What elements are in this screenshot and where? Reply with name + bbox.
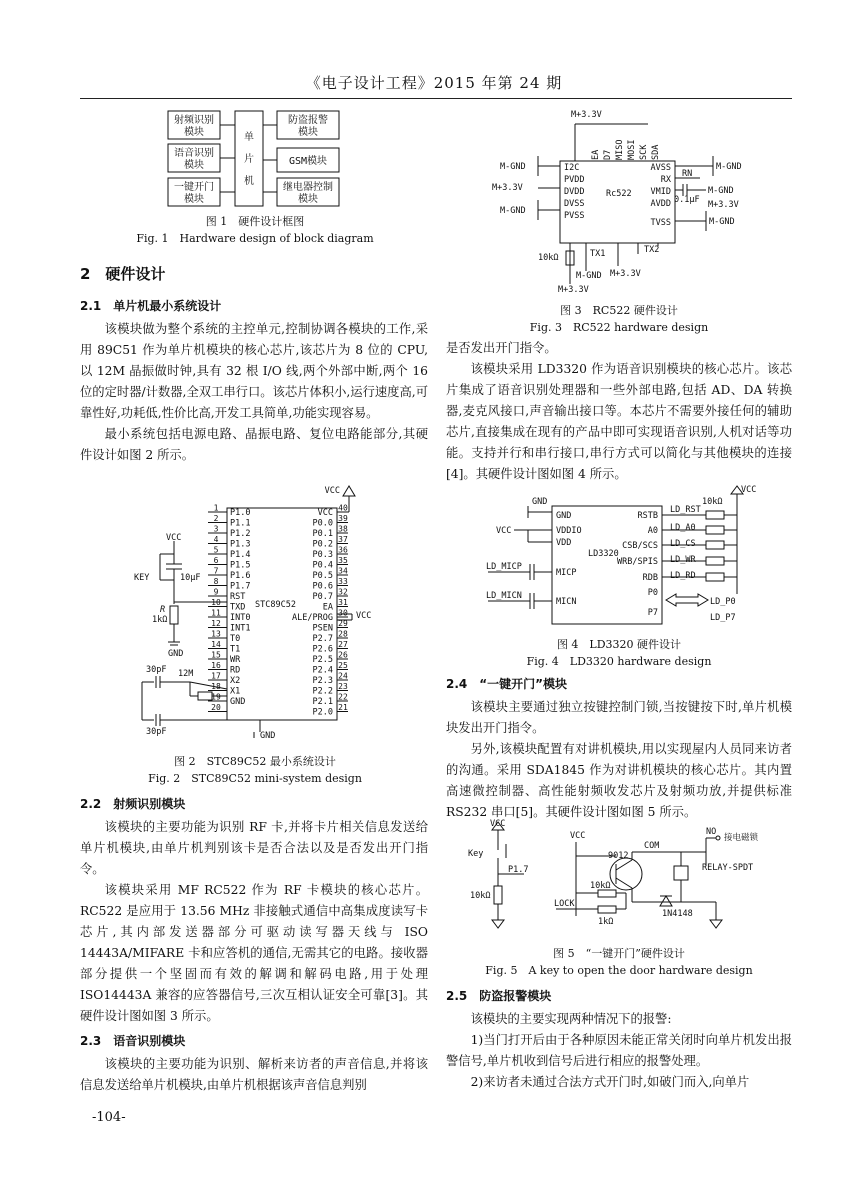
section-2-5-title: 2.5 防盗报警模块: [446, 989, 552, 1003]
fig2-left-pin-num: 15: [211, 650, 221, 660]
section-2-5-p1: 该模块的主要实现两种情况下的报警:: [470, 1012, 672, 1026]
fig2-left-pin-label: GND: [230, 697, 246, 707]
fig2-right-pin-num: 34: [338, 566, 348, 576]
fig2-right-pin-num: 27: [338, 640, 348, 649]
fig3-chip-name: Rc522: [606, 189, 632, 199]
fig5-net-diode: 1N4148: [662, 909, 693, 919]
section-2-1-p2: 最小系统包括电源电路、晶振电路、复位电路能部分,其硬件设计如图 2 所示。: [80, 427, 428, 462]
fig2-left-pin-num: 20: [211, 703, 221, 712]
fig5-net-q: 9012: [608, 851, 629, 861]
fig2-left-pin-label: P1.4: [230, 550, 251, 560]
fig4-net-vcc: VCC: [496, 526, 512, 536]
fig2-left-pin-label: P1.6: [230, 571, 251, 581]
section-2-1-p1: 该模块做为整个系统的主控单元,控制协调各模块的工作,采用 89C51 作为单片机模块的核心芯片,该芯片为 8 位的 CPU,以 12M 晶振做时钟,具有 32 根 I/O 线,两个外部中断,两个 16 位的定时器/计数器,全双工串行口。该芯片体积小,运行速度高,可靠性好,功耗低,性价比高,开发工具简单,功能实现容易。: [80, 322, 428, 420]
fig4-pin-wrb: WRB/SPIS: [617, 557, 658, 567]
fig2-caption-cn: 图 2 STC89C52 最小系统设计: [174, 755, 336, 768]
fig2-right-pin-num: 37: [338, 535, 348, 544]
fig2-left-pin-num: 16: [211, 661, 221, 670]
fig2-left-pin-label: P1.2: [230, 529, 251, 539]
fig2-right-pin-num: 25: [338, 661, 348, 670]
fig3-net-m33d: M+3.3V: [558, 285, 589, 295]
fig2-right-pin-label: P2.3: [312, 676, 333, 686]
fig2-right-pin-label: P0.0: [312, 518, 333, 529]
fig2-left-pin-num: 18: [211, 682, 221, 691]
fig4-net-gnd: GND: [532, 497, 548, 507]
fig4-pin-vdd: VDD: [556, 538, 572, 548]
fig2-left-pin-num: 5: [213, 545, 219, 555]
fig4-pin-csb: CSB/SCS: [622, 541, 658, 551]
section-2-4-p2: 另外,该模块配置有对讲机模块,用以实现屋内人员同来访者的沟通。采用 SDA1845 作为对讲机模块的核心芯片。其内置高速微控制器、高性能射频收发芯片及射频功放,并提供标准 RS232 串口[5]。其硬件设计图如图 5 所示。: [446, 742, 792, 819]
fig5-net-r2: 10kΩ: [590, 881, 611, 891]
fig4-chip-name: LD3320: [588, 549, 619, 559]
fig3-caption-en: Fig. 3 RC522 hardware design: [529, 321, 709, 334]
fig1-box-voice-1: 语音识别: [174, 148, 214, 159]
fig5-net-vcc2: VCC: [570, 831, 586, 841]
page-number: -104-: [92, 1110, 126, 1125]
fig2-right-pin-num: 22: [338, 692, 348, 702]
fig3-pin-tvss: TVSS: [650, 218, 671, 228]
fig2-gnd-left: GND: [168, 649, 184, 659]
fig3-net-m33c: M+3.3V: [610, 269, 641, 279]
fig2-left-pin-label: T0: [230, 634, 241, 644]
fig5-net-lockn: LOCK: [554, 899, 575, 909]
fig3-pin-i2c: I2C: [564, 163, 580, 173]
fig3-pin-mosi-rot: MOSI: [627, 139, 637, 160]
fig2-vcc-left: VCC: [166, 533, 182, 543]
fig3-net-mgnd5: M-GND: [709, 217, 735, 227]
fig2-left-pin-num: 2: [213, 514, 219, 523]
fig4-vcc: VCC: [741, 485, 757, 495]
fig5-net-no: NO: [706, 827, 717, 837]
fig5-net-r1: 10kΩ: [470, 891, 491, 901]
fig2-left-pin-num: 14: [211, 640, 221, 649]
fig2-xtal-label: 12M: [178, 669, 194, 679]
fig5-net-r3: 1kΩ: [598, 917, 614, 927]
fig2-left-pin-label: X2: [230, 676, 241, 686]
fig2-right-pin-label: P2.2: [312, 686, 333, 697]
fig4-bus-arrow: [666, 594, 708, 606]
section-2-3-p1: 该模块的主要功能为识别、解析来访者的声音信息,并将该信息发送给单片机模块,由单片机根据该声音信息判别: [80, 1057, 428, 1092]
fig4-res-value: 10kΩ: [702, 497, 723, 507]
fig4-pin-a0: A0: [647, 526, 658, 536]
fig2-left-pin-num: 1: [213, 503, 219, 513]
fig2-right-pin-num: 40: [338, 503, 348, 513]
fig2-left-pin-num: 12: [211, 619, 221, 628]
fig4-caption-cn: 图 4 LD3320 硬件设计: [556, 638, 682, 651]
fig2-right-pin-label: P2.7: [312, 634, 333, 644]
fig2-right-pin-label: VCC: [317, 508, 333, 518]
fig5-net-com: COM: [644, 841, 660, 851]
fig2-left-pin-num: 17: [211, 671, 221, 681]
fig2-right-pin-num: 24: [338, 671, 348, 681]
fig1-box-rfid-2: 模块: [184, 127, 204, 138]
fig2-left-pin-label: P1.3: [230, 539, 251, 550]
section-2-3-title: 2.3 语音识别模块: [80, 1034, 186, 1048]
section-2-3-p2: 该模块采用 LD3320 作为语音识别模块的核心芯片。该芯片集成了语音识别处理器和一些外部电路,包括 AD、DA 转换器,麦克风接口,声音输出接口等。本芯片不需要外接任何的辅助芯片,直接集成在现有的产品中即可实现语音识别,人机对话等功能。支持并行和串行接口,串行方式可以简化与其他模块的连接[4]。其硬件设计图如图 4 所示。: [446, 362, 792, 481]
fig3-pin-rx: RX: [660, 175, 671, 185]
fig2-left-pin-label: INT0: [230, 613, 251, 623]
fig2-right-pin-label: EA: [322, 602, 333, 613]
fig5-key-schematic: [466, 816, 786, 938]
fig4-net-rst: LD_RST: [670, 505, 701, 515]
section-2-2: [80, 790, 428, 1096]
fig3-top-vcc: M+3.3V: [571, 110, 602, 120]
journal-header: 《电子设计工程》2015 年第 24 期: [305, 74, 563, 92]
fig2-right-pin-num: 30: [338, 608, 348, 618]
fig3-net-cap: 0.1μF: [674, 195, 700, 205]
fig4-pin-rstb: RSTB: [637, 511, 658, 521]
fig2-stc89c52-schematic: [130, 484, 400, 746]
fig3-pin-sck-rot: SCK: [639, 144, 649, 160]
fig3-pin-pvss: PVSS: [564, 211, 585, 221]
section-2-2-p1: 该模块的主要功能为识别 RF 卡,并将卡片相关信息发送给单片机模块,由单片机判别该卡是否合法以及是否发出开门指令。: [80, 820, 428, 876]
fig2-right-pin-label: P0.3: [312, 550, 333, 560]
fig2-right-pin-label: P2.1: [312, 697, 333, 707]
fig1-box-voice-2: 模块: [184, 160, 204, 171]
fig1-box-rfid-1: 射频识别: [174, 115, 214, 126]
fig2-right-pin-num: 31: [338, 598, 348, 607]
fig5-net-vcc1: VCC: [490, 819, 506, 829]
fig2-left-pin-label: INT1: [230, 623, 251, 634]
fig2-right-pin-num: 32: [338, 587, 348, 597]
fig2-right-pin-label: P0.5: [312, 571, 333, 581]
fig4-pin-p7: P7: [647, 608, 658, 618]
fig2-right-pin-num: 35: [338, 556, 348, 565]
fig5-net-key: Key: [468, 849, 484, 859]
fig2-r-value: 1kΩ: [152, 615, 168, 625]
fig3-rc522-schematic: [478, 106, 778, 296]
fig2-left-pin-num: 10: [211, 598, 221, 607]
fig2-left-pin-num: 7: [213, 566, 219, 576]
fig2-right-pin-label: P2.0: [312, 707, 333, 718]
fig3-net-mgnd3: M-GND: [716, 162, 742, 172]
fig3-pin-miso-rot: MISO: [615, 139, 625, 160]
fig1-caption-cn: 图 1 硬件设计框图: [205, 215, 305, 228]
fig3-net-tx2: TX2: [644, 245, 660, 255]
fig2-right-pin-num: 26: [338, 650, 348, 660]
fig1-mcu-2: 片: [244, 154, 254, 165]
fig4-pin-p0: P0: [647, 588, 658, 598]
fig1-box-alarm-1: 防盗报警: [288, 115, 328, 126]
fig5-caption-cn: 图 5 “一键开门”硬件设计: [553, 947, 685, 960]
section-2-2-title: 2.2 射频识别模块: [80, 797, 186, 811]
fig2-r-label: R: [160, 605, 166, 615]
fig1-box-relay-2: 模块: [298, 194, 318, 205]
fig2-pins: [208, 504, 348, 718]
fig1-mcu-3: 机: [244, 176, 254, 187]
fig1-box-key-2: 模块: [184, 194, 204, 205]
fig4-pin-vddio: VDDIO: [556, 526, 582, 536]
fig2-right-pin-label: P0.4: [312, 560, 333, 571]
fig2-left-pin-label: T1: [230, 644, 241, 655]
fig2-left-pin-label: RST: [230, 592, 246, 602]
section-2-1-title: 2.1 单片机最小系统设计: [80, 299, 222, 313]
fig3-pin-vmid: VMID: [650, 187, 671, 197]
section-2-1: [80, 292, 428, 466]
fig3-net-rn: RN: [682, 169, 693, 179]
fig2-right-pin-label: P0.1: [312, 529, 333, 539]
fig1-box-gsm: GSM模块: [288, 156, 328, 167]
fig4-net-p0: LD_P0: [710, 597, 736, 607]
fig2-right-pin-num: 33: [338, 577, 348, 586]
fig5-net-p17: P1.7: [508, 865, 529, 875]
fig4-resistor: [706, 511, 724, 519]
fig2-c2-label: 30pF: [146, 727, 167, 737]
fig3-pin-ea-rot: EA: [591, 149, 601, 160]
fig2-vcc-right: VCC: [356, 611, 372, 621]
fig4-net-micn: LD_MICN: [486, 591, 522, 601]
fig2-chip-name: STC89C52: [255, 600, 296, 610]
fig3-pin-pvdd: PVDD: [564, 175, 585, 185]
fig2-right-pin-num: 29: [338, 619, 348, 628]
fig2-left-pin-num: 3: [213, 524, 219, 534]
fig5-net-lock: 接电磁锁: [724, 833, 759, 843]
fig2-right-pin-label: P2.5: [312, 655, 333, 665]
fig2-right-pin-label: P0.2: [312, 539, 333, 550]
fig2-gnd-bottom: GND: [260, 731, 276, 741]
section-2-4-title: 2.4 “一键开门”模块: [446, 677, 568, 691]
section-2-4: [446, 670, 792, 823]
fig3-net-mgnd2: M-GND: [500, 206, 526, 216]
fig3-net-mgnd6: M-GND: [576, 271, 602, 281]
section-2-3-p1-cont: 是否发出开门指令。: [446, 341, 557, 355]
fig2-left-pin-num: 6: [213, 556, 219, 565]
fig5-caption-en: Fig. 5 A key to open the door hardware design: [485, 964, 753, 977]
fig1-box-alarm-2: 模块: [298, 127, 318, 138]
fig2-right-pin-num: 23: [338, 682, 348, 691]
fig2-right-pin-num: 36: [338, 545, 348, 555]
fig2-right-pin-num: 38: [338, 524, 348, 534]
fig4-net-a0: LD_A0: [670, 523, 696, 533]
section-2-4-p1: 该模块主要通过独立按键控制门锁,当按键按下时,单片机模块发出开门指令。: [446, 700, 792, 735]
fig2-right-pin-label: PSEN: [312, 623, 333, 634]
fig3-net-tx1: TX1: [590, 249, 606, 259]
fig1-box-key-1: 一键开门: [174, 182, 214, 193]
fig1-mcu-1: 单: [244, 132, 254, 143]
fig4-ld3320-schematic: [478, 484, 768, 632]
fig4-pin-micn: MICN: [556, 597, 577, 607]
fig3-net-r10k: 10kΩ: [538, 253, 559, 263]
fig3-pin-dvss: DVSS: [564, 199, 585, 209]
fig5-net-relay: RELAY-SPDT: [702, 863, 754, 873]
fig3-caption-cn: 图 3 RC522 硬件设计: [560, 304, 678, 317]
fig2-right-pin-label: P2.6: [312, 644, 333, 655]
fig1-box-relay-1: 继电器控制: [283, 182, 333, 193]
fig2-left-pin-label: X1: [230, 686, 241, 697]
fig2-caption-en: Fig. 2 STC89C52 mini-system design: [148, 772, 362, 785]
fig4-resistor: [706, 541, 724, 549]
fig3-net-mgnd1: M-GND: [500, 162, 526, 172]
fig2-right-pin-label: ALE/PROG: [292, 613, 333, 623]
fig2-right-pin-label: P2.4: [312, 665, 333, 676]
fig2-left-pin-num: 9: [213, 587, 219, 597]
fig3-pin-d7-rot: D7: [603, 149, 613, 160]
fig4-caption-en: Fig. 4 LD3320 hardware design: [526, 655, 712, 668]
fig4-pin-micp: MICP: [556, 568, 577, 578]
fig2-c1-label: 30pF: [146, 665, 167, 675]
fig2-left-pin-label: RD: [230, 665, 241, 676]
fig4-resistor: [706, 557, 724, 565]
section-2-title: 2 硬件设计: [80, 265, 166, 283]
fig2-left-pin-num: 11: [211, 608, 221, 618]
fig2-left-pin-label: TXD: [230, 602, 246, 613]
fig2-left-pin-num: 8: [213, 577, 219, 586]
fig4-net-cs: LD_CS: [670, 539, 696, 549]
section-2-5-p3: 2)来访者未通过合法方式开门时,如破门而入,向单片: [470, 1075, 750, 1089]
fig4-net-micp: LD_MICP: [486, 562, 522, 572]
fig2-key-label: KEY: [134, 573, 150, 583]
section-2-5-p2: 1)当门打开后由于各种原因未能正常关闭时向单片机发出报警信号,单片机收到信号后进行相应的报警处理。: [446, 1033, 792, 1068]
fig2-right-pin-label: P0.6: [312, 581, 333, 592]
fig3-pin-sda-rot: SDA: [651, 144, 661, 160]
fig2-left-pin-label: P1.5: [230, 560, 251, 571]
fig1-caption-en: Fig. 1 Hardware design of block diagram: [136, 232, 374, 245]
fig2-right-pin-label: P0.7: [312, 592, 333, 602]
fig2-left-pin-num: 4: [213, 535, 219, 544]
section-2-5: [446, 982, 792, 1093]
fig4-pin-rdb: RDB: [642, 573, 658, 583]
fig2-left-pin-num: 13: [211, 629, 221, 639]
fig2-left-pin-label: WR: [230, 655, 241, 665]
fig2-left-pin-num: 19: [211, 692, 221, 702]
fig3-pin-avss: AVSS: [650, 163, 671, 173]
header-rule: [80, 98, 792, 99]
fig4-net-rd: LD_RD: [670, 571, 696, 581]
fig4-resistor: [706, 526, 724, 534]
section-2-3-continued: [446, 338, 792, 485]
fig4-net-wr: LD_WR: [670, 555, 696, 565]
fig3-pin-avdd: AVDD: [650, 199, 671, 209]
fig2-left-pin-label: P1.0: [230, 508, 251, 518]
fig2-right-pin-num: 21: [338, 703, 348, 712]
fig2-left-pin-label: P1.1: [230, 518, 251, 529]
fig3-net-mgnd4: M-GND: [708, 186, 734, 196]
fig4-net-p7: LD_P7: [710, 613, 736, 623]
fig2-right-pin-num: 28: [338, 629, 348, 639]
fig2-right-pin-num: 39: [338, 514, 348, 523]
fig3-net-m33b: M+3.3V: [708, 200, 739, 210]
fig4-resistor: [706, 573, 724, 581]
fig4-pin-gnd: GND: [556, 511, 572, 521]
section-2-2-p2: 该模块采用 MF RC522 作为 RF 卡模块的核心芯片。RC522 是应用于 13.56 MHz 非接触式通信中高集成度读写卡芯片,其内部发送器部分可驱动读写器天线与 ISO 14443A/MIFARE 卡和应答机的通信,无需其它的电路。接收器部分提供一个坚固而有效的解调和解码电路,用于处理 ISO14443A 兼容的应答器信号,三次互相认证安全可靠[3]。其硬件设计图如图 3 所示。: [80, 883, 428, 1023]
fig3-pin-dvdd: DVDD: [564, 187, 585, 197]
fig2-vcc-label: VCC: [324, 486, 340, 496]
fig1-block-diagram: [165, 108, 405, 213]
fig3-net-m33a: M+3.3V: [492, 183, 523, 193]
fig2-left-pin-label: P1.7: [230, 581, 251, 592]
fig2-cap-label: 10μF: [180, 573, 201, 583]
